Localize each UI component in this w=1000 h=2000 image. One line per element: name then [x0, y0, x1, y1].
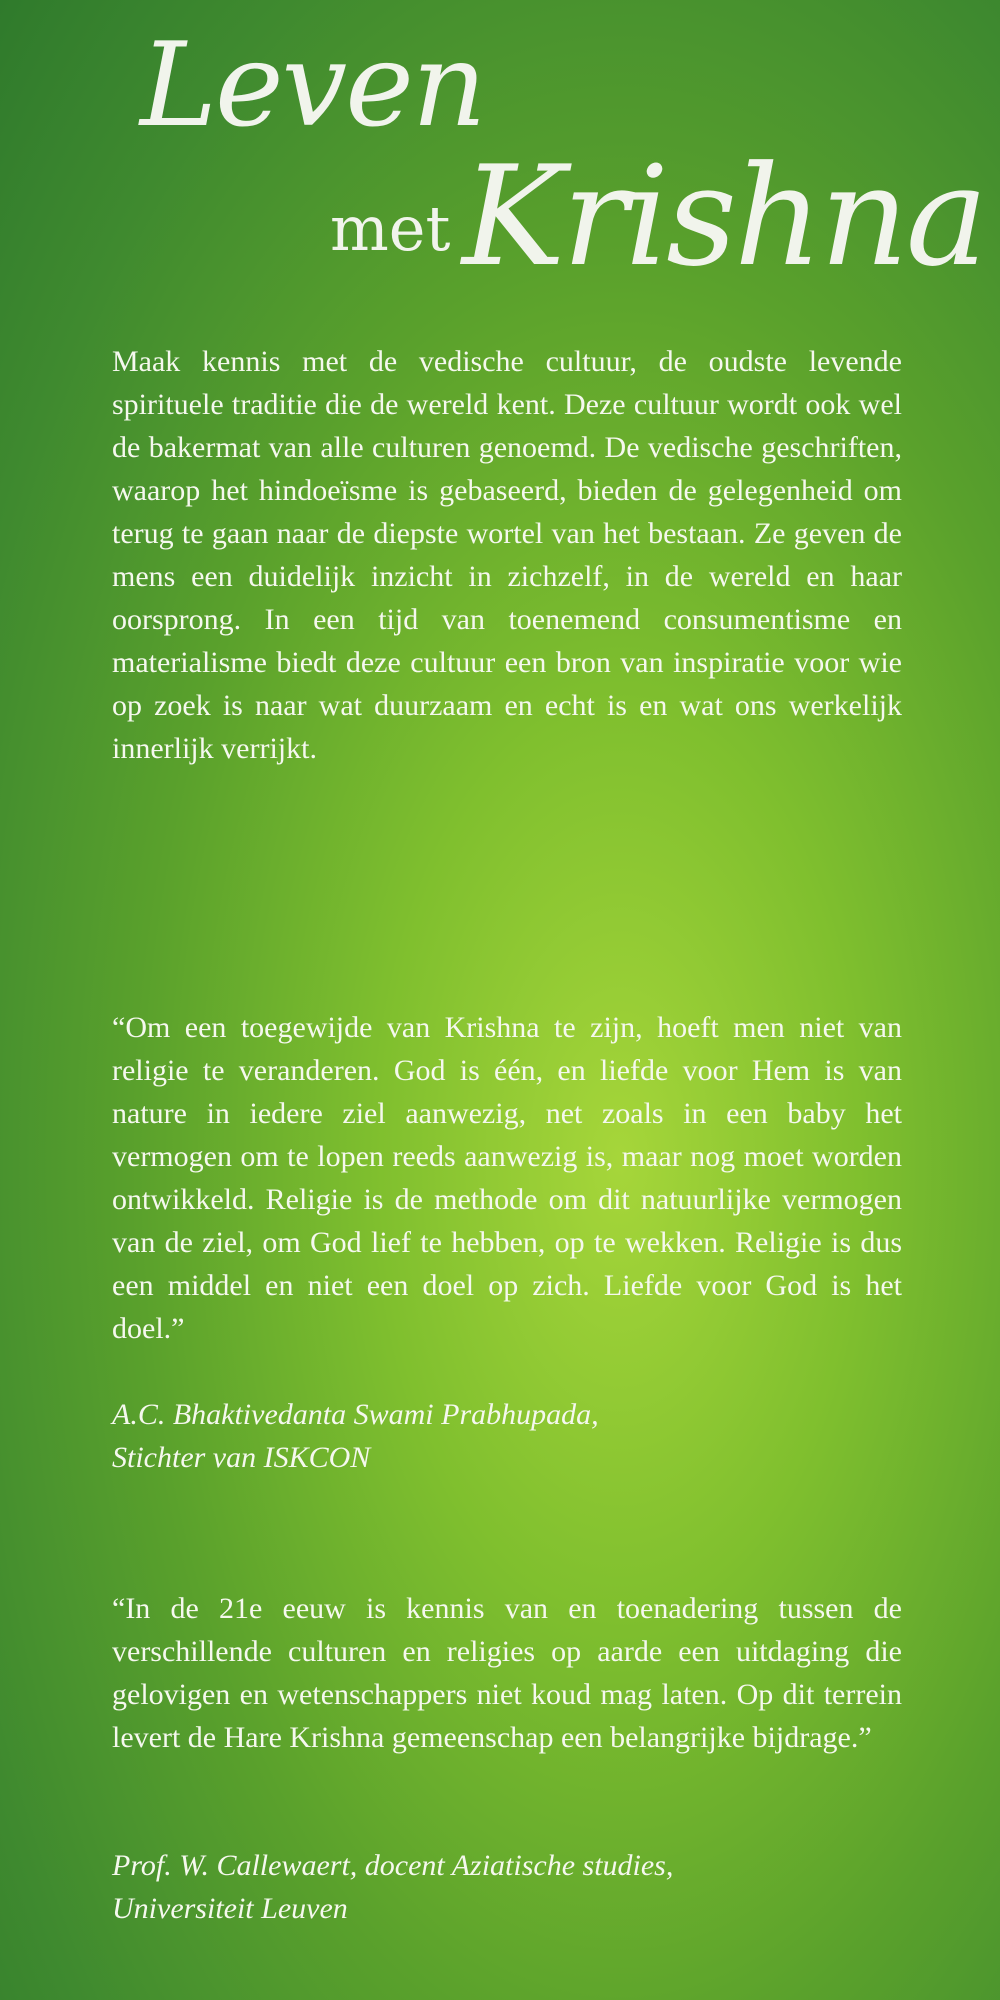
intro-paragraph: Maak kennis met de vedische cultuur, de oudste levende spirituele traditie die de wereld kent. Deze cultuur wordt ook wel de bakermat van alle culturen genoemd. De vedische geschriften, waarop het hindoeïsme is gebaseerd, bieden de gelegenheid om terug te gaan naar de diepste wortel van het bestaan. Ze geven de mens een duidelijk inzicht in zichzelf, in de wereld en haar oorsprong. In een tijd van toenemend consumentisme en materialisme biedt deze cultuur een bron van inspiratie voor wie op zoek is naar wat duurzaam en echt is en wat ons werkelijk innerlijk verrijkt.: [112, 345, 902, 765]
quote-callewaert-attribution: [112, 1844, 902, 1930]
attribution-role: Stichter van ISKCON: [112, 1441, 371, 1474]
attribution-affiliation: Universiteit Leuven: [112, 1892, 348, 1925]
quote-callewaert: “In de 21e eeuw is kennis van en toenadering tussen de verschillende culturen en religies op aarde een uitdaging die gelovigen en wetenschappers niet koud mag laten. Op dit terrein levert de Hare Krishna gemeenschap een belangrijke bijdrage.”: [112, 1592, 902, 1754]
title-word-met: met: [330, 192, 451, 265]
quote-prabhupada: “Om een toegewijde van Krishna te zijn, hoeft men niet van religie te veranderen. God is één, en liefde voor Hem is van nature in iedere ziel aanwezig, net zoals in een baby het vermogen om te lopen reeds aanwezig is, maar nog moet worden ontwikkeld. Religie is de methode om dit natuurlijke vermogen van de ziel, om God lief te hebben, op te wekken. Religie is dus een middel en niet een doel op zich. Liefde voor God is het doel.”: [112, 1011, 902, 1345]
quote-prabhupada-attribution: [112, 1393, 902, 1479]
attribution-name: A.C. Bhaktivedanta Swami Prabhupada,: [112, 1398, 599, 1431]
title-word-krishna: Krishna: [462, 136, 986, 297]
title-word-leven: Leven: [140, 18, 485, 153]
attribution-name: Prof. W. Callewaert, docent Aziatische studies,: [112, 1849, 674, 1882]
book-title: [0, 0, 1000, 330]
